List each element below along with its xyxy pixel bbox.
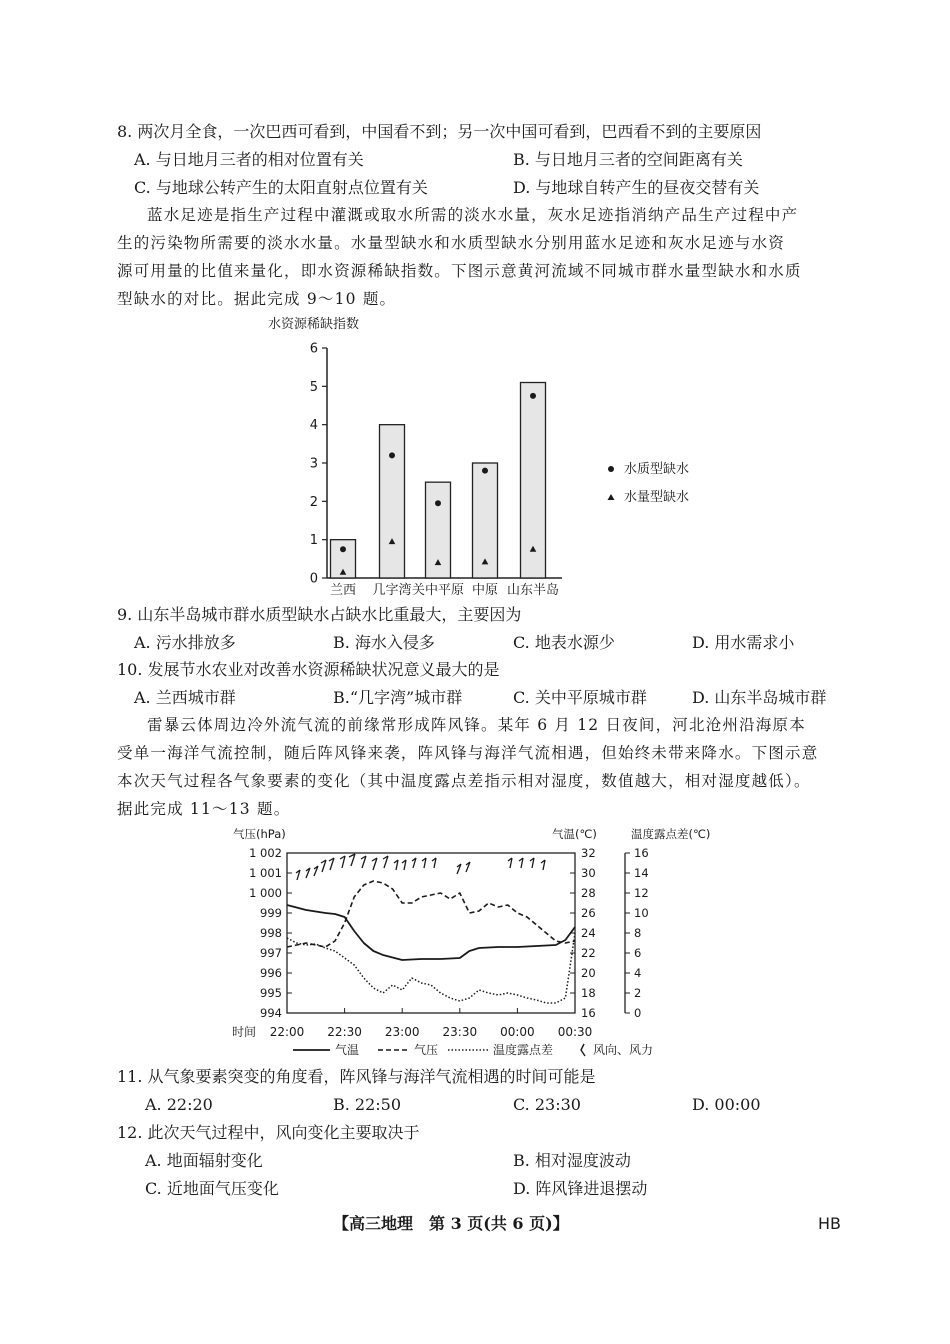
wind-barb [422, 858, 426, 868]
passage1-line3: 源可用量的比值来量化，即水资源稀缺指数。下图示意黄河流域不同城市群水量型缺水和水质 [117, 262, 802, 280]
water-scarcity-chart [0, 310, 950, 600]
chart2-right2-tick-label: 6 [634, 946, 642, 960]
q11-option-a: A. 22:20 [145, 1095, 213, 1114]
chart2-xtick-label: 23:30 [442, 1025, 478, 1039]
chart2-right1-label: 气温(℃) [552, 827, 597, 841]
chart2-right1-tick-label: 22 [581, 946, 596, 960]
wind-barb [457, 864, 461, 874]
q8-option-b: B. 与日地月三者的空间距离有关 [513, 150, 743, 169]
chart2-right2-tick-label: 8 [634, 926, 642, 940]
q10-option-b: B.“几字湾”城市群 [333, 688, 463, 707]
chart2-right2-tick-label: 16 [634, 846, 649, 860]
chart2-xlabel: 时间 [232, 1025, 257, 1039]
chart2-left-tick-label: 996 [260, 966, 282, 980]
chart1-ytick-label: 3 [309, 456, 318, 472]
chart1-category-label: 兰西 [329, 583, 357, 598]
chart2-plot-frame [287, 853, 575, 1013]
q10-option-d: D. 山东半岛城市群 [692, 688, 827, 707]
q12-option-d: D. 阵风锋进退摆动 [513, 1179, 648, 1198]
q8-option-c: C. 与地球公转产生的太阳直射点位置有关 [134, 178, 428, 197]
q10-option-a: A. 兰西城市群 [134, 688, 236, 707]
legend-triangle-icon [608, 494, 615, 500]
q9-option-b: B. 海水入侵多 [333, 633, 435, 652]
chart2-left-tick-label: 998 [260, 926, 282, 940]
chart2-xtick-label: 23:00 [384, 1025, 420, 1039]
chart2-xtick-label: 22:00 [269, 1025, 305, 1039]
passage2-line2: 受单一海洋气流控制，随后阵风锋来袭，阵风锋与海洋气流相遇，但始终未带来降水。下图示意 [117, 744, 819, 762]
chart1-ytick-label: 5 [309, 379, 318, 395]
chart2-right1-tick-label: 16 [581, 1006, 596, 1020]
chart2-right2-tick-label: 4 [634, 966, 642, 980]
chart2-right2-tick-label: 14 [634, 866, 649, 880]
chart2-right2-label: 温度露点差(℃) [631, 827, 711, 841]
wind-barb [508, 858, 512, 868]
wind-barb [383, 856, 388, 868]
chart1-quality-point [482, 468, 488, 474]
chart2-xtick-label: 00:00 [500, 1025, 535, 1039]
q9-stem: 9. 山东半岛城市群水质型缺水占缺水比重最大，主要因为 [117, 605, 522, 624]
q11-option-d: D. 00:00 [692, 1095, 761, 1114]
legend-dewpoint-label: 温度露点差 [493, 1043, 554, 1057]
wind-barb-icon [581, 1044, 585, 1056]
wind-barb [340, 856, 345, 868]
chart2-temperature-line [287, 905, 575, 960]
chart1-quality-point [389, 452, 395, 458]
chart2-right2-tick-label: 2 [634, 986, 642, 1000]
chart1-quality-point [340, 546, 346, 552]
wind-barb [306, 868, 310, 878]
q9-option-d: D. 用水需求小 [692, 633, 795, 652]
legend-temp-label: 气温 [335, 1043, 360, 1057]
chart1-category-label: 中原 [471, 583, 499, 598]
chart2-right1-tick-label: 30 [581, 866, 596, 880]
chart2-right1-tick-label: 18 [581, 986, 596, 1000]
passage1-line1: 蓝水足迹是指生产过程中灌溉或取水所需的淡水水量，灰水足迹指消纳产品生产过程中产 [147, 206, 799, 224]
chart1-bar [380, 425, 405, 578]
passage2-line3: 本次天气过程各气象要素的变化（其中温度露点差指示相对湿度，数值越大，相对湿度越低）。 [117, 772, 811, 790]
chart1-ytick-label: 6 [309, 341, 318, 357]
chart1-ytick-label: 4 [309, 418, 318, 434]
wind-barb [466, 862, 470, 872]
q8-stem: 8. 两次月全食，一次巴西可看到，中国看不到；另一次中国可看到，巴西看不到的主要原因 [117, 122, 762, 141]
chart2-xtick-label: 00:30 [557, 1025, 593, 1039]
chart2-dewpoint-line [287, 933, 575, 1003]
wind-barb [432, 858, 436, 868]
chart1-ytick-label: 2 [309, 494, 318, 510]
chart1-ytick-label: 0 [309, 571, 318, 587]
chart1-ytick-label: 1 [309, 533, 318, 549]
q9-option-c: C. 地表水源少 [513, 633, 615, 652]
chart2-right1-tick-label: 20 [581, 966, 596, 980]
wind-barb [361, 856, 366, 868]
q12-option-c: C. 近地面气压变化 [145, 1179, 279, 1198]
chart2-left-tick-label: 995 [260, 986, 282, 1000]
paper-code: HB [818, 1214, 842, 1233]
chart2-left-tick-label: 994 [260, 1006, 282, 1020]
wind-barb [402, 860, 406, 870]
wind-barb [329, 858, 334, 870]
legend-pressure-label: 气压 [414, 1043, 439, 1057]
chart1-quality-point [530, 393, 536, 399]
wind-barb [314, 866, 318, 876]
wind-barb [321, 860, 326, 872]
passage1-line2: 生的污染物所需要的淡水水量。水量型缺水和水质型缺水分别用蓝水足迹和灰水足迹与水资 [117, 234, 786, 252]
chart2-left-label: 气压(hPa) [233, 827, 286, 841]
chart2-right1-tick-label: 26 [581, 906, 596, 920]
wind-barb [412, 858, 416, 868]
chart1-category-label: 关中平原 [411, 583, 465, 598]
passage2-line1: 雷暴云体周边冷外流气流的前缘常形成阵风锋。某年 6 月 12 日夜间，河北沧州沿海原本 [147, 716, 806, 734]
passage1-line4: 型缺水的对比。据此完成 9～10 题。 [117, 290, 397, 308]
wind-barb [530, 858, 534, 868]
wind-barb [519, 858, 523, 868]
chart2-left-tick-label: 1 002 [249, 846, 282, 860]
chart2-left-tick-label: 999 [260, 906, 282, 920]
wind-barb [541, 860, 545, 870]
q8-option-d: D. 与地球自转产生的昼夜交替有关 [513, 178, 760, 197]
chart2-xtick-label: 22:30 [327, 1025, 362, 1039]
q12-option-a: A. 地面辐射变化 [145, 1151, 263, 1170]
weather-chart [0, 822, 950, 1062]
chart2-right1-tick-label: 28 [581, 886, 596, 900]
q12-option-b: B. 相对湿度波动 [513, 1151, 631, 1170]
wind-barb [296, 870, 300, 880]
legend-water-quality: 水质型缺水 [624, 462, 690, 477]
wind-barb [349, 854, 355, 866]
chart1-category-label: 山东半岛 [506, 583, 560, 598]
legend-circle-icon [608, 466, 614, 472]
page-footer: 【高三地理 第 3 页(共 6 页)】 [333, 1214, 569, 1233]
wind-barb [394, 860, 398, 870]
chart1-category-label: 几字湾 [372, 583, 412, 598]
wind-barb [372, 858, 377, 870]
chart2-right2-tick-label: 0 [634, 1006, 642, 1020]
legend-wind-label: 风向、风力 [593, 1043, 654, 1057]
q10-stem: 10. 发展节水农业对改善水资源稀缺状况意义最大的是 [117, 660, 500, 679]
q8-option-a: A. 与日地月三者的相对位置有关 [134, 150, 364, 169]
chart2-left-tick-label: 1 001 [249, 866, 282, 880]
passage2-line4: 据此完成 11～13 题。 [117, 800, 291, 818]
chart2-right2-tick-label: 12 [634, 886, 649, 900]
chart2-left-tick-label: 1 000 [249, 886, 282, 900]
chart2-right2-tick-label: 10 [634, 906, 649, 920]
chart2-right1-tick-label: 32 [581, 846, 596, 860]
q11-option-c: C. 23:30 [513, 1095, 581, 1114]
q11-option-b: B. 22:50 [333, 1095, 402, 1114]
chart1-quality-point [435, 500, 441, 506]
chart2-right1-tick-label: 24 [581, 926, 596, 940]
chart2-left-tick-label: 997 [260, 946, 282, 960]
chart1-ylabel: 水资源稀缺指数 [268, 317, 360, 332]
q11-stem: 11. 从气象要素突变的角度看，阵风锋与海洋气流相遇的时间可能是 [117, 1067, 596, 1086]
q10-option-c: C. 关中平原城市群 [513, 688, 647, 707]
q12-stem: 12. 此次天气过程中，风向变化主要取决于 [117, 1123, 420, 1142]
legend-water-quantity: 水量型缺水 [624, 490, 690, 505]
q9-option-a: A. 污水排放多 [134, 633, 236, 652]
